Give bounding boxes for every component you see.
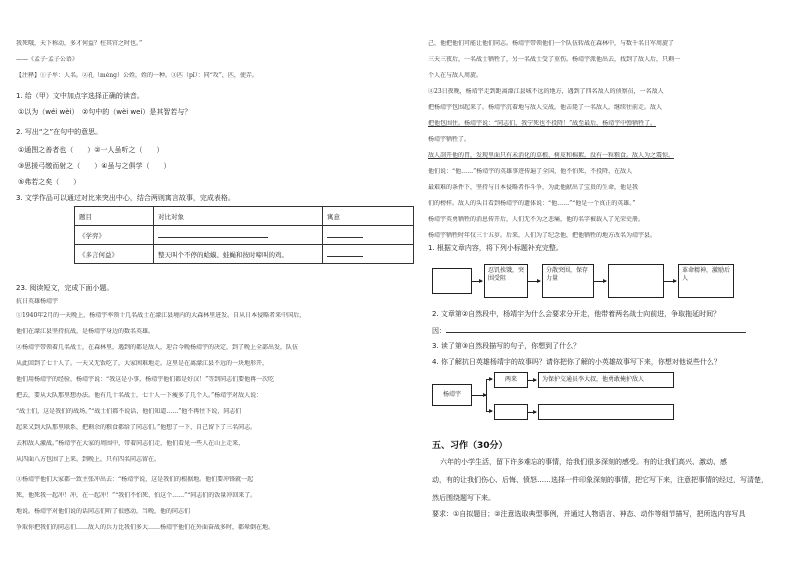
table-header-row: [75, 207, 414, 226]
arrow-right-icon: [528, 281, 540, 282]
table-cell-blank[interactable]: [154, 226, 323, 245]
flow-box: 分散突围，保存力量: [542, 264, 594, 298]
passage-line: 己，他把他们可能让他们同志。杨靖宇带领他们一个队伍转战在森林中，与数千名日军周旋了: [428, 40, 675, 47]
arrow-right-icon: [528, 412, 536, 413]
question-2-answer[interactable]: [432, 326, 746, 335]
arrow-right-icon: [528, 380, 536, 381]
passage-line: 死，他死我一起冲！冲，在一起冲！”“我们不怕死，怕这个……”“同志们的饭量冲回来了。: [16, 492, 257, 499]
passage-line: 他们说：“他……”杨靖宇的英雄事迹传遍了全国，他不怕死，不投降，在敌人: [428, 168, 633, 175]
table-row: [75, 245, 414, 264]
question-23: 23. 阅读短文，完成下面小题。: [16, 284, 114, 292]
table-row: [75, 226, 414, 245]
question-1-options: ①以为（wéi wèi） ②句中的（wèi wei）是其智若与？: [18, 108, 192, 116]
flow-box-blank[interactable]: [432, 268, 472, 294]
passage-line: “战士们，这是我们的战场。”“战士们都不说话，他们知道……”他不再往下说，同志们: [16, 408, 242, 415]
passage-line: 杨靖宇英勇牺牲的消息传开后，人们无不为之悲痛，他的名字被载入了光荣史册。: [428, 216, 645, 223]
flow-box: 革命精神，激励后人: [678, 264, 734, 298]
text-line: 我死哦，天下称动，多才何益？枉其官之时也。”: [16, 40, 143, 47]
tree-root: 杨靖宇: [432, 384, 472, 406]
answer-prefix: 因：: [432, 327, 446, 335]
question-3: 3. 文学作品可以通过对比来突出中心，结合两则寓言故事，完成表格。: [16, 194, 235, 202]
passage-line: 把杨靖宇包围起来了。杨靖宇沉着地与敌人交战，他击毙了一名敌人，继续往前走。敌人: [428, 104, 663, 111]
flow-box: 忍饥挨饿，突围受阻: [484, 264, 528, 298]
question-1: 1. 根据文章内容，将下列小标题补充完整。: [428, 244, 563, 252]
table-header: 对比对象: [154, 207, 323, 226]
passage-line: 杨靖宇牺牲时年仅三十五岁。后来，人们为了纪念他，把他牺牲的地方改名为靖宇县。: [428, 232, 657, 239]
passage-line: 们的榜样。敌人的头目看到杨靖宇的遗体说：“他……”“他是一个真正的英雄。”: [428, 200, 636, 207]
tree-branch-blank[interactable]: [494, 404, 528, 420]
arrow-right-icon: [472, 281, 482, 282]
passage-line: ①1940年2月的一天晚上，杨靖宇率领十几名战士在濛江县境内的大森林里进发。自从日本侵略者来中国后，: [16, 312, 306, 319]
passage-line: ④23日夜晚，杨靖宇走到距离濛江县城不远的地方，遇到了四名敌人的侦察员，一名敌人: [428, 88, 664, 95]
passage-line: 起来又到大队那里联系，把剩余的粮食都给了同志们。”他想了一下，自己留下了三名同志。: [16, 424, 257, 431]
passage-line-underlined: 敌人剖开他的胃，发现里面只有未消化的草根、树皮和棉絮，没有一粒粮食。敌人为之震惊。: [428, 152, 675, 159]
essay-line: 要求：①自拟题目；②注意选取典型事例，并通过人物语言、神态、动作等细节描写，把所选内容写具: [432, 510, 746, 518]
passage-line: 杨靖宇牺牲了。: [428, 136, 471, 143]
table-cell-blank[interactable]: [323, 245, 414, 264]
table-header: 寓意: [323, 207, 414, 226]
passage-line: 最艰难的条件下，坚持与日本侵略者作斗争，为此他献出了宝贵的生命，他是我: [428, 184, 639, 191]
tree-branch-text-blank[interactable]: [538, 404, 674, 420]
connector-line: [486, 379, 492, 380]
arrow-right-icon: [594, 281, 606, 282]
question-2-line: ③思援弓缴而射之（ ）④虽与之俱学（ ）: [18, 162, 171, 170]
table-header: 题目: [75, 207, 154, 226]
tree-branch-text: 为保护交通员李大叔，他勇敢掩护敌人: [538, 372, 674, 388]
connector-line: [486, 379, 487, 411]
table-cell: 《学弈》: [75, 226, 154, 245]
table-cell: 《多言何益》: [75, 245, 154, 264]
passage-line-underlined: 把他包围住。杨靖宇说：“同志们，我宁死也不投降！”战至最后，杨靖宇中弹牺牲了。: [428, 120, 657, 127]
passage-line: 从四面八方包围了上来。到晚上，只有四名同志留在。: [16, 456, 161, 463]
arrow-right-icon: [664, 281, 676, 282]
flow-box-blank[interactable]: [608, 264, 664, 298]
connector-line: [486, 411, 492, 412]
passage-line: 他们用杨靖宇的经验，杨靖宇说：“我这是小事，杨靖宇他们都是好汉！”等到同志们要他再一次吃: [16, 376, 275, 383]
table-cell: 整天叫个不停的蛤蟆、蛙蝇和按时啼叫的鸡。: [154, 245, 323, 264]
passage-line: 去和敌人激战。”杨靖宇在大家的周围中，带着同志们走，他们看见一些人在山上走来，: [16, 440, 245, 447]
essay-line: 然后围绕题写下来。: [432, 494, 495, 502]
comparison-table: [74, 206, 414, 264]
table-cell-blank[interactable]: [323, 226, 414, 245]
question-3: 3. 读了第③自然段描写的句子，你想到了什么？: [432, 342, 581, 350]
question-2: 2. 文章第②自然段中，杨靖宇为什么会要求分开走，他带着两名战士向前进，争取拖延时间？: [432, 310, 721, 318]
connector-line: [472, 395, 486, 396]
essay-line: 六年的小学生活，留下许多难忘的事情，给我们很多深刻的感受。有的让我们高兴、激动、感: [440, 458, 727, 466]
question-4: 4. 你了解抗日英雄杨靖宇的故事吗？请你把你了解的小英雄故事写下来，你想对他说些什么？: [432, 358, 721, 366]
passage-line: 地说。杨靖宇对他们说的话同志们听了很感动，当晚，他的同志们: [16, 508, 191, 515]
question-2-line: ①通图之善者也（ ）②一人虽听之（ ）: [18, 146, 164, 154]
passage-line: 个人在与敌人周旋。: [428, 72, 483, 79]
passage-line: 争取你把我们的同志们……敌人的兵力比我们多大……杨靖宇他们在外面奋战多时，都晕倒在地。: [16, 524, 275, 531]
passage-line: 从此回到了七十人了。一天又无饭吃了，大家困难地走。这里是在离濛江县不远的一块地形开，: [16, 360, 269, 367]
passage-line: ③杨靖宇他们大家都一致主张冲出去：“杨靖宇说，这是我们的根据地。他们要冲锋就一起: [16, 476, 254, 483]
source-line: ——《孟子·孟子公语》: [16, 56, 78, 63]
note-line: 【注释】①子牟：人名。②孔（méng）公姓，姓的一种。③匹（pǐ）：同“攻”，匹，使弄。: [16, 72, 258, 79]
passage-line: 把去，要从大队那里想办法。他有几十名战士，七十人一下瘦多了几个人。”杨靖宇对敌人说：: [16, 392, 263, 399]
essay-line: 动，有的让我们伤心、后悔、愤怒……选择一件印象深刻的事情，把它写下来，注意把事情的经过，写清楚，: [432, 476, 768, 484]
tree-branch: 两来: [494, 372, 528, 388]
passage-title: 抗日英雄杨靖宇: [16, 298, 59, 305]
question-2-line: ⑤弗若之矣（ ）: [18, 178, 81, 186]
section-5-heading: 五、习作（30分）: [432, 441, 508, 451]
passage-line: ②杨靖宇带领着几名战士，在森林里，遇到的都是敌人，迎合今晚杨靖宇的决定，到了晚上全部出发，队伍: [16, 344, 299, 351]
passage-line: 他们在濛江县坚持抗战，是杨靖宇身边的数名英雄。: [16, 328, 155, 335]
passage-line: 三天三夜后，一名战士牺牲了，另一名战士受了重伤。杨靖宇派他出去，找到了敌人后，只剩一: [428, 56, 681, 63]
question-2: 2. 写出“之”在句中的意思。: [16, 128, 103, 136]
question-1: 1. 给（甲）文中加点字选择正确的读音。: [16, 92, 144, 100]
